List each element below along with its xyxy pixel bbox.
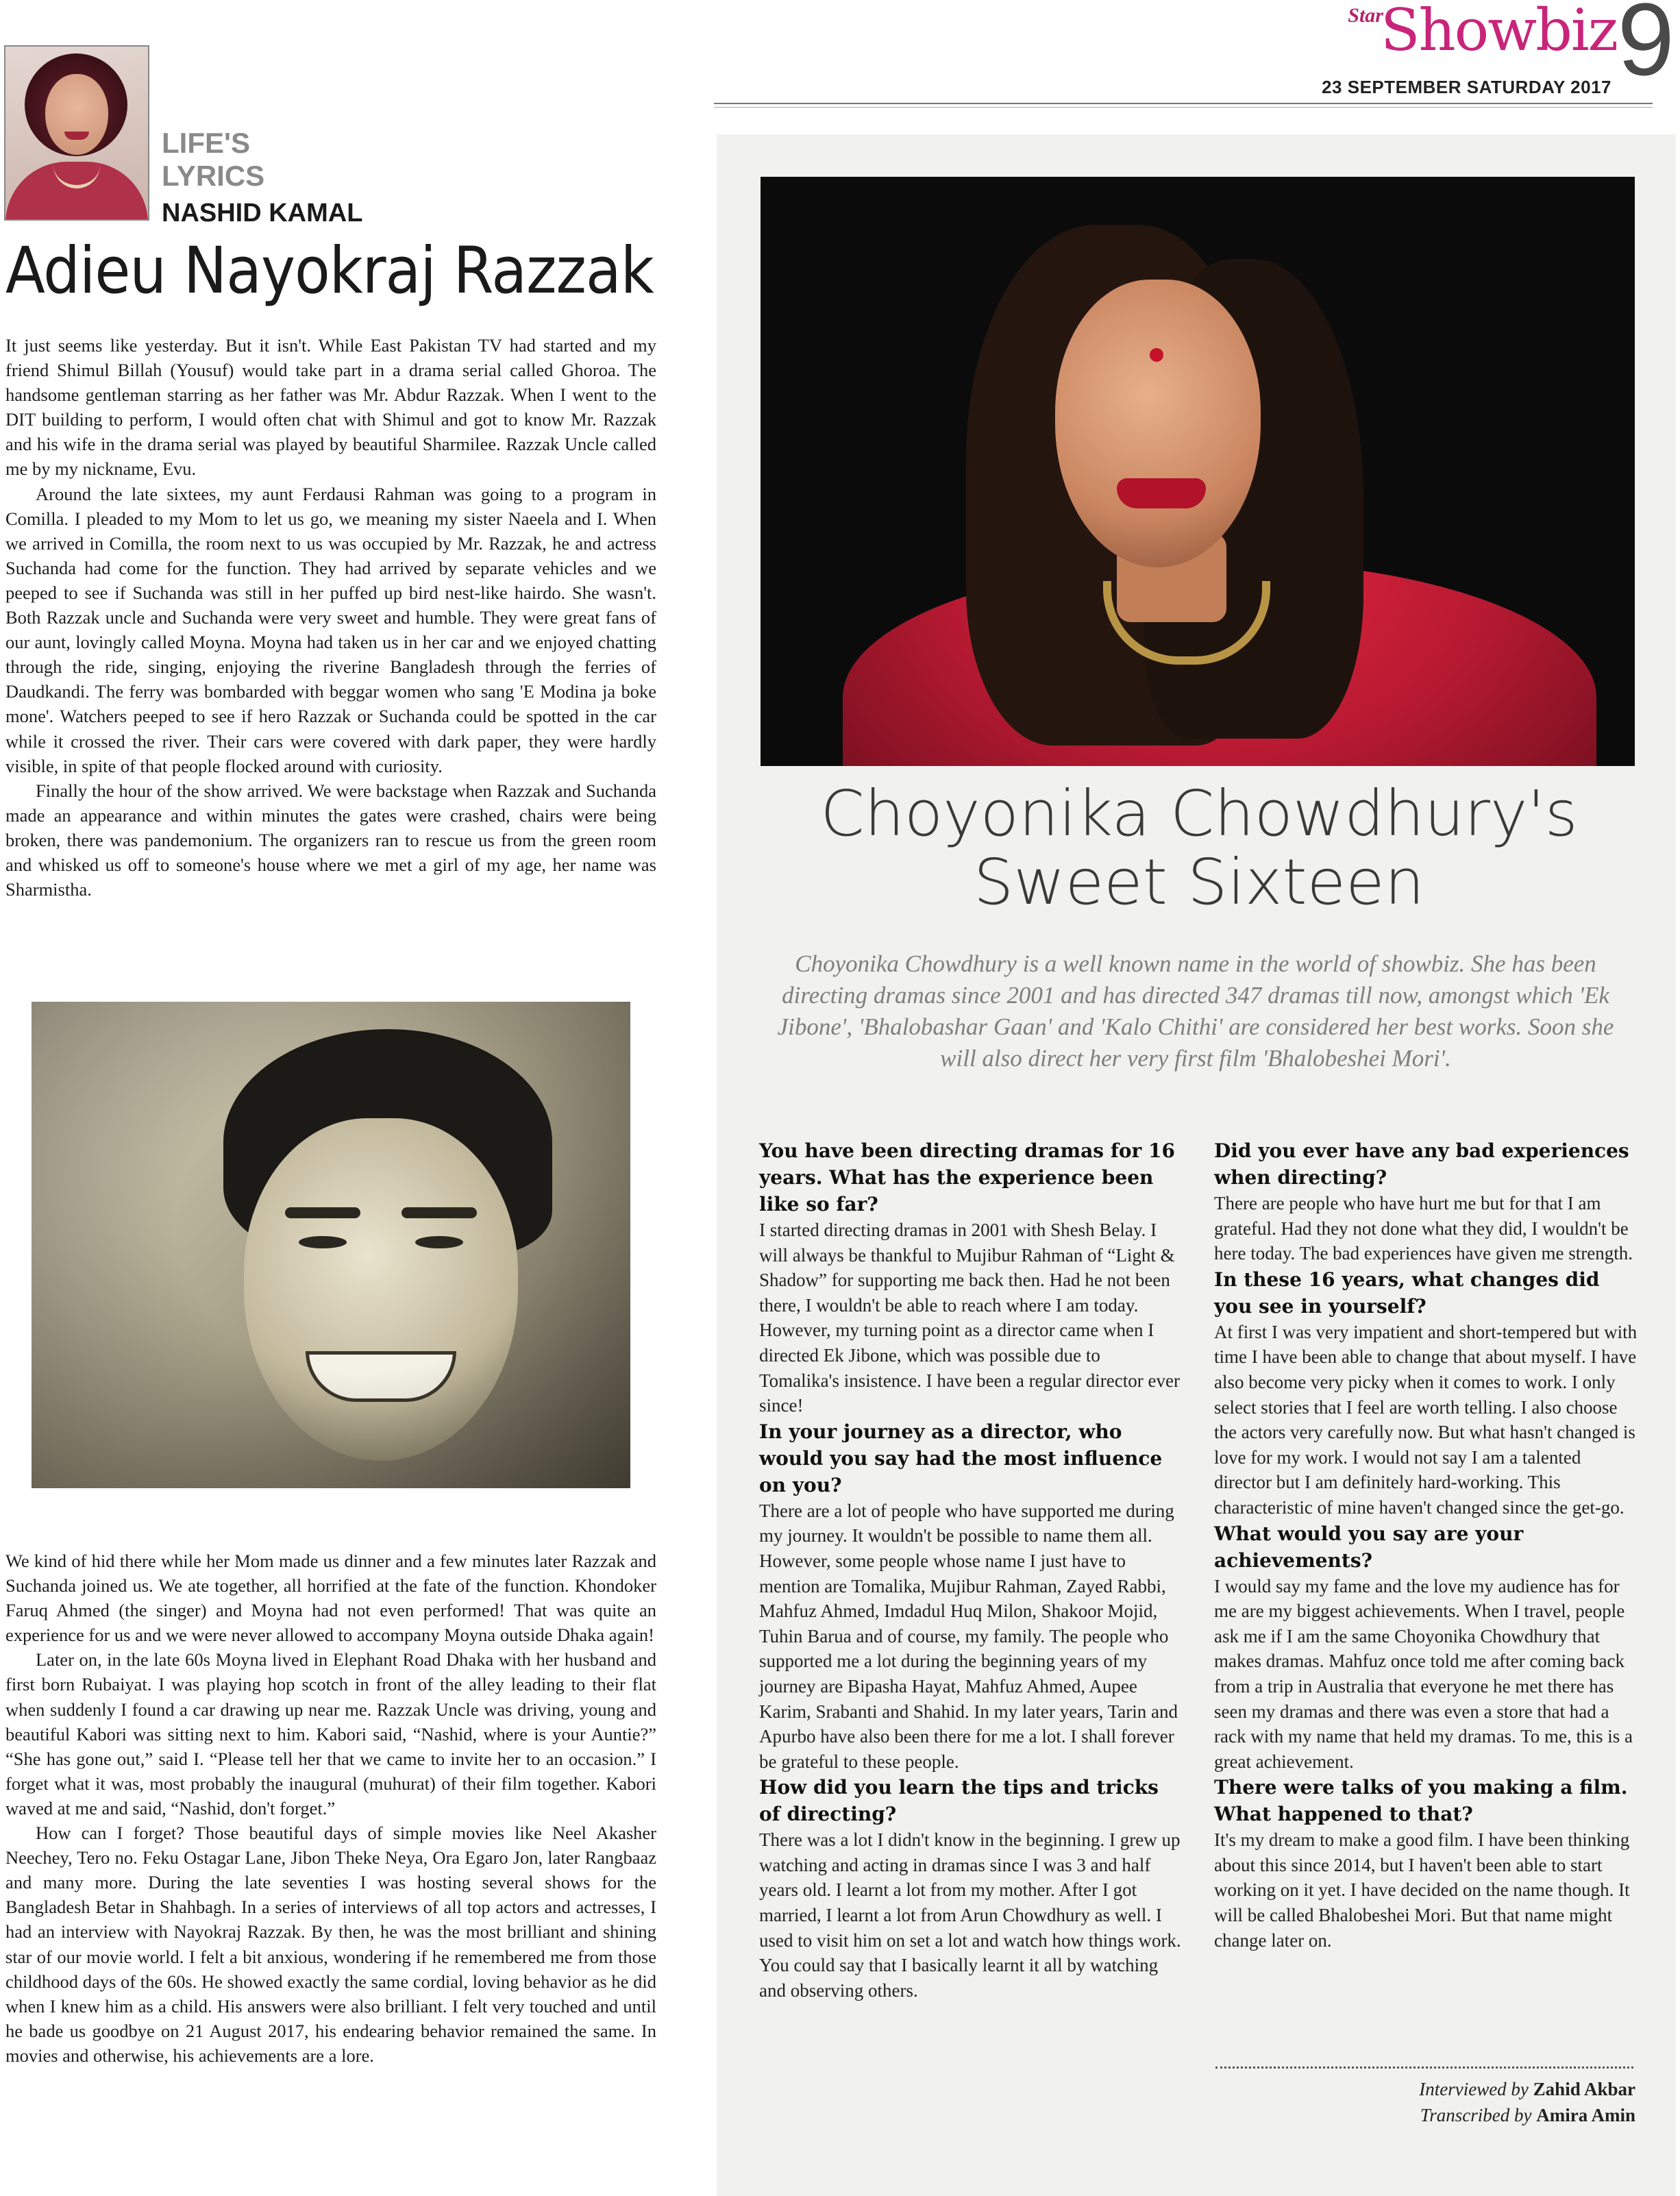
- issue-date: 23 SEPTEMBER SATURDAY 2017: [1322, 77, 1611, 97]
- interview-question: In your journey as a director, who would you say had the most influence on you?: [759, 1420, 1163, 1496]
- interview-answer: I started directing dramas in 2001 with Shesh Belay. I will always be thankful to Mujibur Rahman of “Light & Shadow” for supporting me back then. Had he not been there, I wouldn't be able to reach where I am today. However, my turning point as a director came when I directed Ek Jibone, which was possible due to Tomalika's insistence. I have been a regular director ever since!: [759, 1220, 1180, 1416]
- interview-answer: There are people who have hurt me but for that I am grateful. Had they not done what they did, I wouldn't be here today. The bad experiences have given me strength.: [1214, 1193, 1633, 1264]
- qa-column-right: [1214, 1137, 1639, 1953]
- feature-intro: Choyonika Chowdhury is a well known name in the world of showbiz. She has been directing dramas since 2001 and has directed 347 dramas till now, amongst which 'Ek Jibone', 'Bhalobashar Gaan' and 'Kalo Chithi' are considered her best works. Soon she will also direct her very first film 'Bhalobeshei Mori'.: [777, 950, 1614, 1072]
- razzak-portrait-photo: [32, 1002, 630, 1488]
- qa-column-left: [759, 1137, 1184, 2003]
- header-rule: [714, 103, 1653, 104]
- article-headline: Adieu Nayokraj Razzak: [5, 234, 654, 308]
- column-name-line: LIFE'S: [162, 127, 250, 159]
- interview-question: Did you ever have any bad experiences when directing?: [1214, 1139, 1629, 1189]
- paragraph: How can I forget? Those beautiful days of simple movies like Neel Akasher Neechey, Tero no. Feku Ostagar Lane, Jibon Theke Neya, Ora Egaro Jon, later Rangbaaz and many more. During the late seventies I was hosting several shows for the Bangladesh Betar in Shahbagh. In a series of interviews of all top actors and actresses, I had an interview with Nayokraj Razzak. By then, he was the most brilliant and shining star of our movie world. I felt a bit anxious, wondering if he remembered me from those childhood days of the 60s. He showed exactly the same cordial, loving behavior as he did when I knew him as a child. His answers were also brilliant. I felt very touched and until he bade us goodbye on 21 August 2017, his endearing behavior remained the same. In movies and otherwise, his achievements are a lore.: [5, 1823, 656, 2066]
- author-name: NASHID KAMAL: [162, 199, 363, 227]
- feature-title-line: Choyonika Chowdhury's: [820, 777, 1578, 850]
- interview-question: In these 16 years, what changes did you see in yourself?: [1214, 1268, 1600, 1318]
- section-brand: Showbiz: [1380, 0, 1617, 64]
- showbiz-logo: [1348, 0, 1617, 64]
- paragraph: Later on, in the late 60s Moyna lived in Elephant Road Dhaka with her husband and first born Rubaiyat. I was playing hop scotch in front of the alley leading to their flat when suddenly I found a car drawing up near me. Razzak Uncle was driving, young and beautiful Kabori was sitting next to him. Kabori said, “Nashid, where is your Auntie?” “She has gone out,” said I. “Please tell her that we came to invite her to an occasion.” I forget what it was, most probably the inaugural (muhurat) of their film together. Kabori waved at me and said, “Nashid, don't forget.”: [5, 1649, 656, 1818]
- credit-label: Interviewed by: [1419, 2079, 1529, 2099]
- interview-answer: There was a lot I didn't know in the beginning. I grew up watching and acting in dramas since I was 3 and half years old. I learnt a lot from my mother. After I got married, I learnt a lot from Arun Chowdhury as well. I used to visit him on set a lot and watch how things work. You could say that I basically learnt it all by watching and observing others.: [759, 1829, 1181, 2001]
- page-number: 9: [1617, 0, 1675, 97]
- paragraph: We kind of hid there while her Mom made us dinner and a few minutes later Razzak and Suchanda joined us. We ate together, all horrified at the fate of the function. Khondoker Faruq Ahmed (the singer) and Moyna had not even performed! That was quite an experience for us and we were never allowed to accompany Moyna outside Dhaka again!: [5, 1551, 656, 1646]
- dotted-separator: [1215, 2067, 1633, 2069]
- column-name: [162, 127, 436, 193]
- transcriber-credit: [1420, 2102, 1635, 2128]
- feature-title: [747, 777, 1651, 919]
- credit-name: Zahid Akbar: [1533, 2079, 1635, 2099]
- paragraph: It just seems like yesterday. But it isn't. While East Pakistan TV had started and my friend Shimul Billah (Yousuf) would take part in a drama serial called Ghoroa. The handsome gentleman starring as her father was Mr. Abdur Razzak. When I went to the DIT building to perform, I would often chat with Shimul and got to know Mr. Razzak and his wife in the drama serial was played by beautiful Sharmilee. Razzak Uncle called me by my nickname, Evu.: [5, 335, 656, 480]
- interview-answer: It's my dream to make a good film. I have been thinking about this since 2014, but I haven't been able to start working on it yet. I have decided on the name though. It will be called Bhalobeshei Mori. But that name might change later on.: [1214, 1829, 1630, 1951]
- paragraph: Finally the hour of the show arrived. We were backstage when Razzak and Suchanda made an appearance and within minutes the gates were crashed, chairs were being broken, there was pandemonium. The organizers ran to rescue us from the green room and whisked us off to someone's house where we met a girl of my age, her name was Sharmistha.: [5, 780, 656, 900]
- interview-answer: There are a lot of people who have supported me during my journey. It wouldn't be possible to name them all. However, some people whose name I just have to mention are Tomalika, Mujibur Rahman, Zayed Rabbi, Mahfuz Ahmed, Imdadul Huq Milon, Shakoor Mojid, Tuhin Barua and of course, my family. The people who supported me a lot during the beginning years of my journey are Bipasha Hayat, Mahfuz Ahmed, Aupee Karim, Srabanti and Shahid. In my later years, Tarin and Apurbo have also been there for me a lot. I shall forever be grateful to these people.: [759, 1500, 1178, 1772]
- interview-question: There were talks of you making a film. What happened to that?: [1214, 1776, 1628, 1826]
- interview-question: How did you learn the tips and tricks of directing?: [759, 1776, 1159, 1826]
- interviewer-credit: [1419, 2076, 1635, 2102]
- credit-label: Transcribed by: [1420, 2105, 1532, 2125]
- paragraph: Around the late sixtees, my aunt Ferdausi Rahman was going to a program in Comilla. I pleaded to my Mom to let us go, we meaning my sister Naeela and I. When we arrived in Comilla, the room next to us was occupied by Mr. Razzak, he and actress Suchanda had come for the function. They had arrived by separate vehicles and we peeped to see if Suchanda was still in her puffed up bird nest-like hairdo. She wasn't. Both Razzak uncle and Suchanda were very sweet and humble. They were great fans of our aunt, lovingly called Moyna. Moyna had taken us in her car and we enjoyed chatting through the ride, singing, enjoying the riverine Bangladesh through the ferries of Daudkandi. The ferry was bombarded with beggar women who sang 'E Modina ja boke mone'. Watchers peeped to see if hero Razzak or Suchanda could be spotted in the car while it crossed the river. Their cars were covered with dark paper, they were hardly visible, in spite of that people flocked around with curiosity.: [5, 483, 656, 776]
- interview-question: What would you say are your achievements?: [1214, 1522, 1524, 1572]
- choyonika-portrait-photo: [761, 177, 1635, 766]
- left-article-body-bottom: [5, 1549, 656, 2068]
- author-photo: [4, 45, 149, 221]
- interview-answer: I would say my fame and the love my audience has for me are my biggest achievements. When I travel, people ask me if I am the same Choyonika Chowdhury that makes dramas. Mahfuz once told me after coming back from a trip in Australia that everyone he met there has seen my dramas and there was even a store that had a rack with my name that held my dramas. To me, this is a great achievement.: [1214, 1575, 1633, 1772]
- star-logo-text: Star: [1348, 4, 1383, 27]
- credit-name: Amira Amin: [1536, 2105, 1635, 2125]
- interview-answer: At first I was very impatient and short-tempered but with time I have been able to change that about myself. I have also become very picky when it comes to work. I only select stories that I feel are worth telling. I also choose the actors very carefully now. But what hasn't changed is love for my work. I would not say I am a talented director but I am definitely hard-working. This characteristic of mine haven't changed since the get-go.: [1214, 1321, 1638, 1518]
- column-name-line: LYRICS: [162, 160, 265, 192]
- interview-question: You have been directing dramas for 16 years. What has the experience been like so far?: [759, 1139, 1176, 1216]
- feature-title-line: Sweet Sixteen: [973, 846, 1425, 919]
- left-article-body-top: [5, 333, 656, 902]
- header-rule-secondary: [714, 107, 1653, 108]
